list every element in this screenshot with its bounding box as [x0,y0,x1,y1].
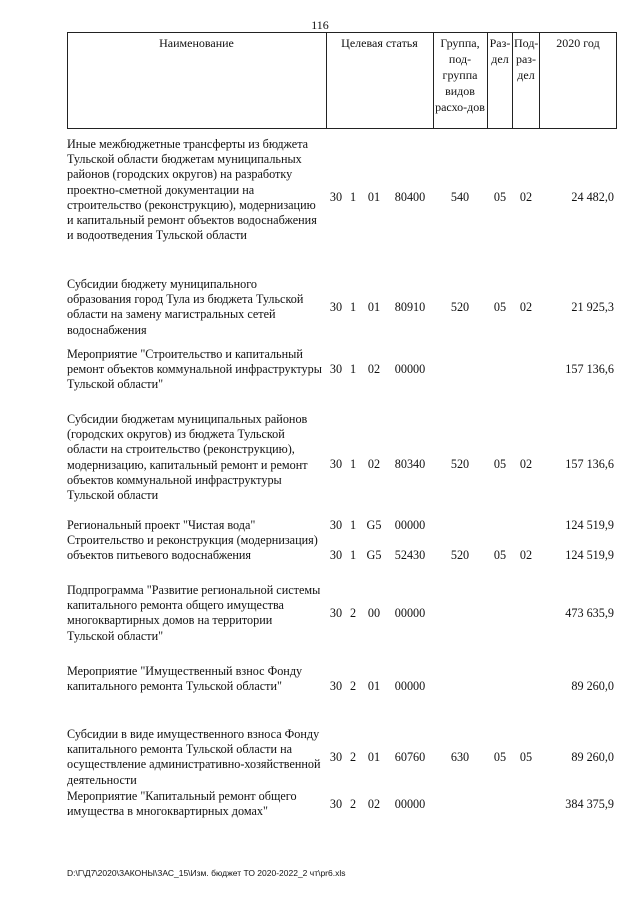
row-a: 30 [329,190,343,204]
row-b: 1 [349,548,357,562]
row-b: 2 [349,679,357,693]
row-amount: 89 260,0 [571,679,614,693]
row-a: 30 [329,797,343,811]
row-c: 01 [367,300,381,314]
table-header [67,32,617,129]
row-name: Субсидии в виде имущественного взноса Фонду капитального ремонта Тульской области на осуществление административно-хозяйственной деятельности [67,727,321,787]
row-subsection: 02 [519,457,533,471]
row-b: 2 [349,797,357,811]
row-subsection: 02 [519,548,533,562]
row-name: Мероприятие "Капитальный ремонт общего имущества в многоквартирных домах" [67,789,297,819]
row-d: 60760 [394,750,426,764]
row-a: 30 [329,457,343,471]
row-amount: 384 375,9 [565,797,614,811]
row-a: 30 [329,750,343,764]
row-c: 02 [367,457,381,471]
row-d: 00000 [394,606,426,620]
header-name: Наименование [159,36,234,50]
row-b: 1 [349,518,357,532]
row-amount: 157 136,6 [565,362,614,376]
header-section: Раз-дел [489,36,511,66]
row-c: 02 [367,362,381,376]
row-d: 00000 [394,362,426,376]
row-group: 520 [450,300,470,314]
row-amount: 124 519,9 [565,548,614,562]
row-subsection: 05 [519,750,533,764]
row-group: 540 [450,190,470,204]
row-group: 630 [450,750,470,764]
row-subsection: 02 [519,190,533,204]
row-c: 02 [367,797,381,811]
row-amount: 21 925,3 [571,300,614,314]
row-name: Региональный проект "Чистая вода" [67,518,256,532]
row-name: Строительство и реконструкция (модернизация) объектов питьевого водоснабжения [67,533,318,563]
row-b: 1 [349,300,357,314]
row-d: 00000 [394,518,426,532]
row-a: 30 [329,679,343,693]
budget-table [67,32,617,819]
row-group: 520 [450,548,470,562]
row-name: Мероприятие "Строительство и капитальный ремонт объектов коммунальной инфраструктуры Тульской области" [67,347,322,392]
row-amount: 124 519,9 [565,518,614,532]
row-c: 01 [367,190,381,204]
row-amount: 473 635,9 [565,606,614,620]
row-d: 00000 [394,797,426,811]
header-subsection: Под-раз-дел [514,36,539,82]
row-d: 80340 [394,457,426,471]
row-name: Иные межбюджетные трансферты из бюджета Тульской области бюджетам муниципальных районов (городских округов) на разработку проектно-сметной документации на строительство (реконструкцию), модернизацию и капитальный ремонт объектов водоснабжения и водоотведения Тульской области [67,137,317,243]
row-a: 30 [329,518,343,532]
row-a: 30 [329,548,343,562]
row-d: 80910 [394,300,426,314]
row-name: Субсидии бюджету муниципального образования город Тула из бюджета Тульской области на замену магистральных сетей водоснабжения [67,277,304,337]
row-b: 2 [349,750,357,764]
row-b: 2 [349,606,357,620]
row-group: 520 [450,457,470,471]
row-d: 00000 [394,679,426,693]
row-c: 00 [367,606,381,620]
row-a: 30 [329,300,343,314]
row-subsection: 02 [519,300,533,314]
row-c: G5 [366,548,382,562]
row-name: Мероприятие "Имущественный взнос Фонду капитального ремонта Тульской области" [67,664,303,694]
page-number: 116 [311,18,329,32]
header-target-article: Целевая статья [341,36,418,50]
row-a: 30 [329,606,343,620]
row-section: 05 [493,750,507,764]
row-d: 80400 [394,190,426,204]
row-d: 52430 [394,548,426,562]
header-year: 2020 год [556,36,600,50]
row-amount: 24 482,0 [571,190,614,204]
row-b: 1 [349,190,357,204]
row-b: 1 [349,457,357,471]
row-section: 05 [493,300,507,314]
row-c: 01 [367,679,381,693]
row-a: 30 [329,362,343,376]
file-path-footer: D:\Г\Д7\2020\ЗАКОНЫ\ЗАС_15\Изм. бюджет ТО 2020-2022_2 чт\pr6.xls [67,868,346,878]
row-name: Субсидии бюджетам муниципальных районов (городских округов) из бюджета Тульской области на строительство (реконструкцию), модернизацию, капитальный ремонт и ремонт объектов коммунальной инфраструктуры Тульской области [67,412,308,503]
row-c: G5 [366,518,382,532]
row-name: Подпрограмма "Развитие региональной системы капитального ремонта общего имущества многоквартирных домов на территории Тульской области" [67,583,321,643]
row-section: 05 [493,548,507,562]
row-section: 05 [493,190,507,204]
header-group: Группа, под-группа видов расхо-дов [435,36,485,114]
row-b: 1 [349,362,357,376]
row-c: 01 [367,750,381,764]
row-amount: 89 260,0 [571,750,614,764]
row-section: 05 [493,457,507,471]
row-amount: 157 136,6 [565,457,614,471]
